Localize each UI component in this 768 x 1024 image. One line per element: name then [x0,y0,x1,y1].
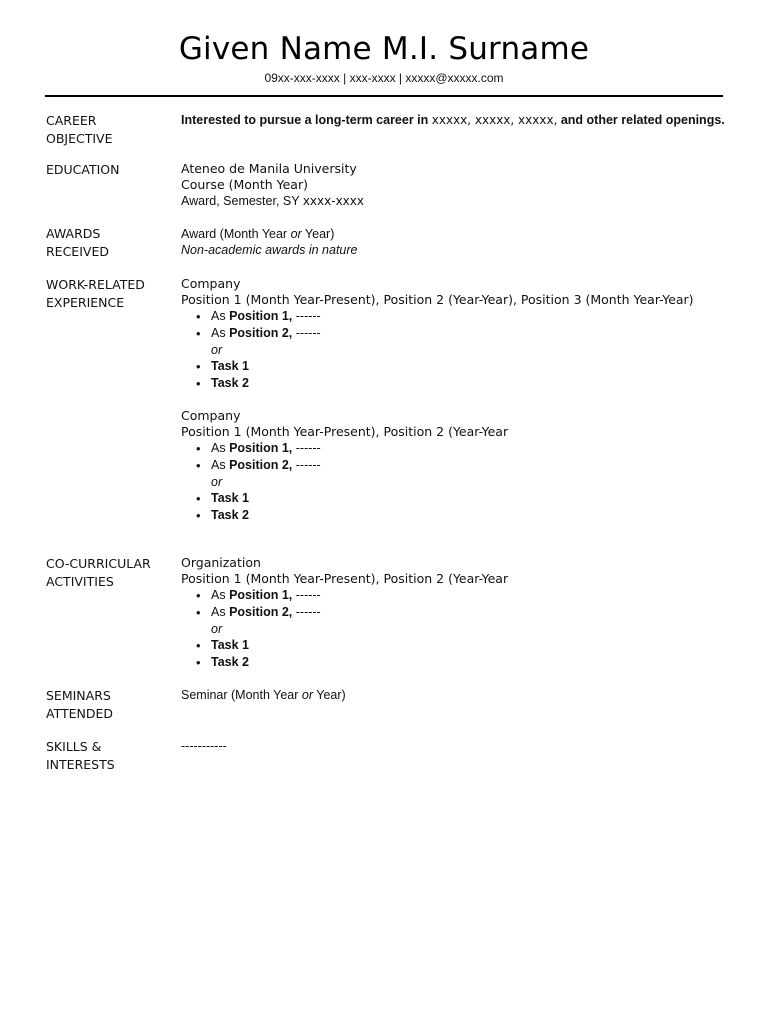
task-list [181,358,726,392]
work-entry [181,408,726,524]
or-separator: or [211,622,223,636]
career-objective-text: Interested to pursue a long-term career in xxxxx, xxxxx, xxxxx, and other related openings. [181,113,725,127]
organization-name: Organization [181,555,261,570]
company-name: Company [181,408,241,423]
list-item: • Task 1 [181,358,726,375]
duty-list [181,440,726,474]
section-label: CAREER OBJECTIVE [46,113,113,146]
list-item: • Task 1 [181,637,726,654]
skills-text: ----------- [181,739,227,753]
section-label: WORK-RELATED EXPERIENCE [46,277,145,310]
list-item: • Task 2 [181,654,726,671]
task-list [181,637,726,671]
list-item: • As Position 1, ------ [181,440,726,457]
education-award: Award, Semester, SY xxxx-xxxx [181,194,364,208]
company-name: Company [181,276,241,291]
award-note: Non-academic awards in nature [181,243,358,257]
or-separator: or [211,343,223,357]
section-label: CO-CURRICULAR ACTIVITIES [46,556,151,589]
positions: Position 1 (Month Year-Present), Position 2 (Year-Year [181,571,509,586]
or-separator: or [211,475,223,489]
positions: Position 1 (Month Year-Present), Position 2 (Year-Year), Position 3 (Month Year-Year) [181,292,694,307]
positions: Position 1 (Month Year-Present), Position 2 (Year-Year [181,424,509,439]
list-item: • As Position 2, ------ [181,325,726,342]
duty-list [181,308,726,342]
resume-header [0,30,768,86]
list-item: • Task 2 [181,375,726,392]
list-item: • As Position 1, ------ [181,587,726,604]
course: Course (Month Year) [181,177,308,192]
section-label: SKILLS & INTERESTS [46,739,115,772]
list-item: • Task 1 [181,490,726,507]
award-entry: Award (Month Year or Year) [181,227,335,241]
list-item: • Task 2 [181,507,726,524]
section-label: SEMINARS ATTENDED [46,688,114,721]
section-label: EDUCATION [46,162,120,177]
task-list [181,490,726,524]
applicant-name: Given Name M.I. Surname [178,31,590,67]
contact-info: 09xx-xxx-xxxx | xxx-xxxx | xxxxx@xxxxx.com [264,71,504,85]
section-label: AWARDS RECEIVED [46,226,109,259]
list-item: • As Position 2, ------ [181,457,726,474]
header-divider [45,95,723,97]
list-item: • As Position 1, ------ [181,308,726,325]
work-entry [181,276,726,392]
duty-list [181,587,726,621]
seminar-entry: Seminar (Month Year or Year) [181,688,346,702]
list-item: • As Position 2, ------ [181,604,726,621]
school-name: Ateneo de Manila University [181,161,357,176]
